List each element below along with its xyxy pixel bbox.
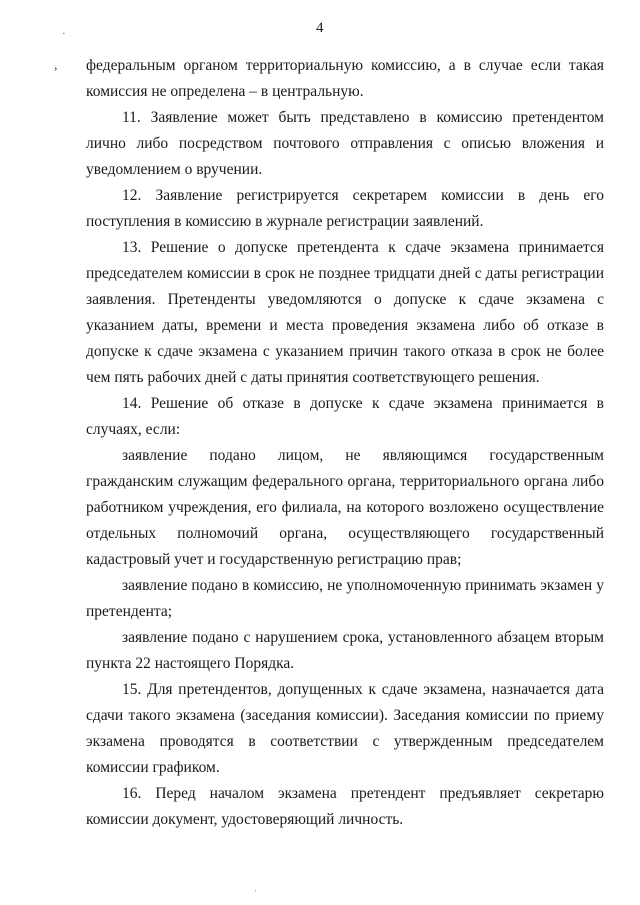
paragraph-14-case-3: заявление подано с нарушением срока, установленного абзацем вторым пункта 22 настоящего Порядка.: [86, 629, 604, 672]
document-body: [86, 53, 604, 833]
paragraph-13: 13. Решение о допуске претендента к сдаче экзамена принимается председателем комиссии в срок не позднее тридцати дней с даты регистрации заявления. Претенденты уведомляются о допуске к сдаче экзамена с указанием даты, времени и места проведения экзамена либо об отказе в допуске к сдаче экзамена с указанием причин такого отказа в срок не более чем пять рабочих дней с даты принятия соответствующего решения.: [86, 239, 604, 386]
page-number: 4: [316, 20, 324, 36]
paragraph-14-case-2: заявление подано в комиссию, не уполномоченную принимать экзамен у претендента;: [86, 577, 604, 620]
paragraph-16: 16. Перед началом экзамена претендент предъявляет секретарю комиссии документ, удостоверяющий личность.: [86, 785, 604, 828]
paragraph-15: 15. Для претендентов, допущенных к сдаче экзамена, назначается дата сдачи такого экзамена (заседания комиссии). Заседания комиссии по приему экзамена проводятся в соответствии с утвержденным председателем комиссии графиком.: [86, 681, 604, 776]
paragraph-11: 11. Заявление может быть представлено в комиссию претендентом лично либо посредством почтового отправления с описью вложения и уведомлением о вручении.: [86, 109, 604, 178]
scan-speck: ,: [54, 58, 58, 73]
scan-speck: ': [255, 888, 257, 898]
paragraph-continuation: федеральным органом территориальную комиссию, а в случае если такая комиссия не определена – в центральную.: [86, 57, 604, 100]
paragraph-14-case-1: заявление подано лицом, не являющимся государственным гражданским служащим федерального органа, территориального органа либо работником учреждения, его филиала, на которого возложено осуществление отдельных полномочий органа, осуществляющего государственный кадастровый учет и государственную регистрацию прав;: [86, 447, 604, 568]
paragraph-14: 14. Решение об отказе в допуске к сдаче экзамена принимается в случаях, если:: [86, 395, 604, 438]
paragraph-12: 12. Заявление регистрируется секретарем комиссии в день его поступления в комиссию в журнале регистрации заявлений.: [86, 187, 604, 230]
scan-speck: ·: [62, 28, 66, 40]
